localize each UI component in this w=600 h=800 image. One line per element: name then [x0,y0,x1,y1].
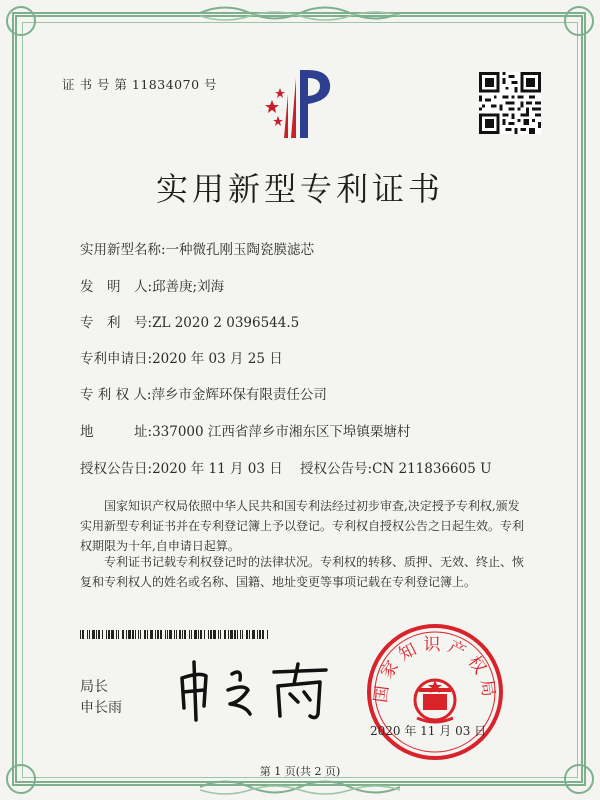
barcode-bar [224,630,226,639]
field-label: 地 址: [80,424,153,440]
barcode-bar [147,630,148,639]
field-value: 2020 年 03 月 25 日 [152,351,283,367]
page-indicator: 第 1 页(共 2 页) [259,765,341,778]
barcode-bar [126,630,127,639]
certificate-note: 专利证书记载专利权登记时的法律状况。专利权的转移、质押、无效、终止、恢复和专利权人的姓名或名称、国籍、地址变更等事项记载在专利登记簿上。 [80,555,525,589]
barcode-bar [184,630,186,639]
barcode-bar [208,630,209,639]
field-patentee [80,383,327,403]
field-label: 专 利 权 人: [80,387,152,403]
barcode-bar [169,630,172,639]
barcode-bar [108,630,110,639]
field-label: 授权公告号: [300,461,373,477]
barcode-bar [80,630,81,639]
barcode-bar [135,630,136,639]
barcode-bar [87,630,88,639]
barcode-bar [160,630,162,639]
barcode-bar [194,630,197,639]
barcode-bar [96,630,97,639]
barcode-bar [167,630,168,639]
field-value: ZL 2020 2 0396544.5 [152,315,300,331]
barcode-bar [200,630,202,639]
cnipa-logo-icon [258,64,338,144]
barcode-bar [92,630,95,639]
barcode-bar [267,630,268,639]
field-inventor [80,275,224,295]
field-value: CN 211836605 U [372,461,492,477]
barcode-bar [257,630,258,639]
field-label: 实用新型名称: [80,242,166,258]
corner-ornament [6,6,36,36]
barcode-bar [237,630,238,639]
barcode-bar [82,630,84,639]
barcode-bar [189,630,190,639]
barcode-bar [98,630,100,639]
bottom-ornament [200,776,400,798]
field-value: 邱善庚;刘海 [152,279,225,295]
barcode-bar [165,630,166,639]
svg-text:国家知识产权局: 国家知识产权局 [371,635,499,704]
field-value: 337000 江西省萍乡市湘东区下埠镇栗塘村 [152,424,411,440]
barcode-bar [116,630,117,639]
barcode-bar [191,630,192,639]
barcode-bar [182,630,183,639]
barcode-bar [111,630,114,639]
top-ornament [200,2,400,24]
field-label: 专 利 号: [80,315,153,331]
barcode-bar [228,630,229,639]
barcode-bar [213,630,216,639]
field-application-date [80,347,283,367]
barcode-bar [249,630,250,639]
qr-code-icon [479,72,541,134]
field-address [80,420,410,440]
barcode-bar [102,630,103,639]
barcode-bar [262,630,264,639]
barcode-bar [118,630,119,639]
barcode-bar [122,630,124,639]
seal-date: 2020 年 11 月 03 日 [370,724,487,738]
field-value: 萍乡市金辉环保有限责任公司 [151,387,327,403]
certificate-title: 实用新型专利证书 [155,170,444,208]
certificate-statement: 国家知识产权局依照中华人民共和国专利法经过初步审查,决定授予专利权,颁发实用新型专利证书并在专利登记簿上予以登记。专利权自授权公告之日起生效。专利权期限为十年,自申请日起算。 [80,499,525,553]
field-label: 专利申请日: [80,351,153,367]
barcode-bar [157,630,159,639]
director-name: 申长雨 [80,700,122,716]
barcode-bar [155,630,156,639]
director-title: 局长 [80,679,108,695]
barcode-bar [220,630,221,639]
corner-ornament [564,6,594,36]
barcode-bar [140,630,141,639]
barcode-bar [176,630,177,639]
barcode-bar [259,630,261,639]
barcode-bar [150,630,153,639]
barcode-bar [128,630,131,639]
certificate-number: 证 书 号 第 11834070 号 [62,77,217,92]
barcode-bar [246,630,248,639]
barcode-bar [252,630,255,639]
barcode-bar [218,630,219,639]
barcode-bar [204,630,205,639]
barcode-bar [132,630,134,639]
field-value: 2020 年 11 月 03 日 [152,461,283,477]
field-patent-number [80,311,299,331]
barcode-bar [242,630,243,639]
barcode-bar [106,630,107,639]
field-label: 发 明 人: [80,279,153,295]
field-announcement-number [300,457,491,477]
barcode-bar [240,630,241,639]
official-seal [365,622,505,762]
barcode-icon [80,630,270,639]
barcode-bar [179,630,181,639]
barcode-bar [174,630,175,639]
field-grant-date [80,457,283,477]
field-label: 授权公告日: [80,461,153,477]
field-utility-model-name [80,238,314,258]
barcode-bar [234,630,236,639]
barcode-bar [230,630,233,639]
barcode-bar [144,630,146,639]
director-signature [170,650,340,725]
barcode-bar [198,630,199,639]
barcode-bar [210,630,212,639]
barcode-bar [89,630,90,639]
barcode-bar [138,630,139,639]
field-value: 一种微孔刚玉陶瓷膜滤芯 [165,242,315,258]
